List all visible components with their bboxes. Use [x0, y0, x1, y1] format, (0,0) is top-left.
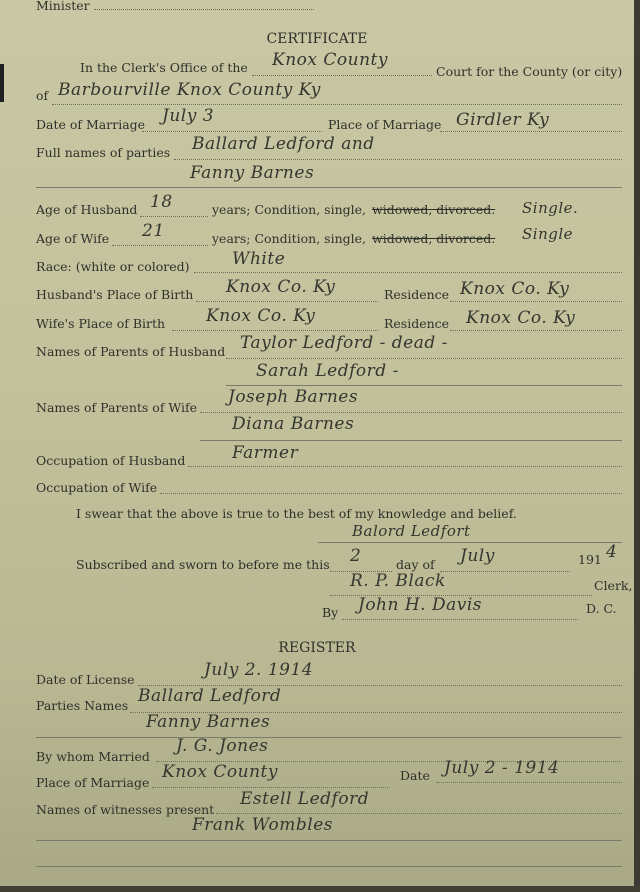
license-date-label: Date of License [36, 672, 135, 687]
wife-residence-value: Knox Co. Ky [466, 308, 576, 328]
dc-label: D. C. [586, 601, 617, 616]
deputy-name-line [342, 619, 578, 620]
year-suffix: 4 [606, 542, 618, 562]
oath-month-line [440, 571, 570, 572]
married-by-label: By whom Married [36, 749, 150, 764]
witnesses-label: Names of witnesses present [36, 802, 215, 817]
page-bottom-edge [0, 886, 640, 892]
of-line [52, 104, 622, 105]
party-line1-value: Ballard Ledford and [192, 134, 375, 154]
husband-age-value: 18 [150, 192, 173, 212]
register-place-line [152, 787, 390, 788]
minister-label: Minister [36, 0, 90, 13]
register-party1-value: Ballard Ledford [138, 686, 282, 706]
husband-occupation-label: Occupation of Husband [36, 453, 186, 468]
deputy-name-value: John H. Davis [358, 595, 483, 615]
husband-birth-value: Knox Co. Ky [226, 277, 336, 297]
witness3-line [36, 866, 622, 867]
register-date-label: Date [400, 768, 430, 783]
clerk-title-label: Clerk, [594, 578, 633, 593]
husband-parent2-value: Sarah Ledford - [256, 361, 399, 381]
wife-parents-label: Names of Parents of Wife [36, 400, 198, 415]
clerk-name-value: R. P. Black [350, 571, 446, 591]
wife-age-line [112, 245, 208, 246]
husband-occupation-line [188, 466, 622, 467]
clerk-office-label: In the Clerk's Office of the [80, 60, 248, 75]
day-of-label: day of [396, 557, 435, 572]
place-of-marriage-line [440, 131, 622, 132]
husband-condition-struck: widowed, divorced. [372, 202, 496, 217]
place-of-marriage-value: Girdler Ky [456, 110, 550, 130]
parties-line2 [36, 187, 622, 188]
wife-condition-struck: widowed, divorced. [372, 231, 496, 246]
of-value: Barbourville Knox County Ky [58, 80, 321, 100]
wife-age-value: 21 [142, 221, 165, 241]
oath-month-value: July [460, 546, 495, 566]
witness2-value: Frank Wombles [192, 815, 333, 835]
wife-occupation-line [160, 493, 622, 494]
husband-residence-line [450, 301, 622, 302]
husband-parents-line1 [226, 358, 622, 359]
wife-parent2-value: Diana Barnes [232, 414, 355, 434]
register-title: REGISTER [278, 640, 356, 656]
oath-day-value: 2 [350, 546, 362, 566]
certificate-title: CERTIFICATE [266, 31, 368, 47]
husband-condition-value: Single. [522, 199, 579, 217]
husband-parents-label: Names of Parents of Husband [36, 344, 226, 359]
witness1-line [216, 813, 622, 814]
register-place-value: Knox County [162, 762, 278, 782]
wife-birth-value: Knox Co. Ky [206, 306, 316, 326]
wife-residence-line [450, 330, 622, 331]
husband-residence-value: Knox Co. Ky [460, 279, 570, 299]
register-date-line [436, 782, 622, 783]
witness2-line [36, 840, 622, 841]
wife-occupation-label: Occupation of Wife [36, 480, 158, 495]
register-party2-value: Fanny Barnes [146, 712, 271, 732]
parties-names-label: Parties Names [36, 698, 129, 713]
wife-birth-line [172, 330, 378, 331]
husband-parent1-value: Taylor Ledford - dead - [240, 333, 448, 353]
binder-clip-mark [0, 64, 4, 102]
wife-condition-label: years; Condition, single, [212, 231, 367, 246]
race-label: Race: (white or colored) [36, 259, 190, 274]
husband-residence-label: Residence [384, 287, 450, 302]
witness1-value: Estell Ledford [240, 789, 370, 809]
wife-parents-line2 [200, 440, 622, 441]
place-of-marriage-label: Place of Marriage [328, 117, 442, 132]
parties-line1 [174, 159, 622, 160]
husband-birth-label: Husband's Place of Birth [36, 287, 194, 302]
husband-parents-line2 [226, 385, 622, 386]
husband-occupation-value: Farmer [232, 443, 299, 463]
wife-condition-value: Single [522, 225, 574, 243]
court-label: Court for the County (or city) [436, 64, 623, 79]
date-of-marriage-value: July 3 [162, 106, 215, 126]
of-label: of [36, 88, 49, 103]
license-date-value: July 2. 1914 [204, 660, 314, 680]
parties-label: Full names of parties [36, 145, 171, 160]
wife-birth-label: Wife's Place of Birth [36, 316, 166, 331]
race-line [194, 272, 622, 273]
date-of-marriage-label: Date of Marriage [36, 117, 146, 132]
husband-age-line [140, 216, 208, 217]
register-party2-line [36, 737, 622, 738]
race-value: White [232, 249, 286, 269]
husband-age-label: Age of Husband [36, 202, 138, 217]
county-line [252, 75, 432, 76]
wife-parents-line1 [200, 412, 622, 413]
wife-age-label: Age of Wife [36, 231, 110, 246]
date-of-marriage-line [142, 131, 322, 132]
register-place-label: Place of Marriage [36, 775, 150, 790]
wife-residence-label: Residence [384, 316, 450, 331]
husband-condition-label: years; Condition, single, [212, 202, 367, 217]
oath-text: I swear that the above is true to the best of my knowledge and belief. [76, 506, 517, 521]
party-line2-value: Fanny Barnes [190, 163, 315, 183]
minister-line [94, 9, 314, 10]
husband-birth-line [196, 301, 378, 302]
signature-line [318, 542, 622, 543]
page-right-edge [634, 0, 640, 892]
oath-signature: Balord Ledfort [352, 522, 471, 540]
county-value: Knox County [272, 50, 388, 70]
by-label: By [322, 605, 339, 620]
married-by-value: J. G. Jones [176, 736, 269, 756]
wife-parent1-value: Joseph Barnes [228, 387, 359, 407]
year-prefix: 191 [578, 552, 602, 567]
subscribed-label: Subscribed and sworn to before me this [76, 557, 330, 572]
register-date-value: July 2 - 1914 [444, 758, 560, 778]
